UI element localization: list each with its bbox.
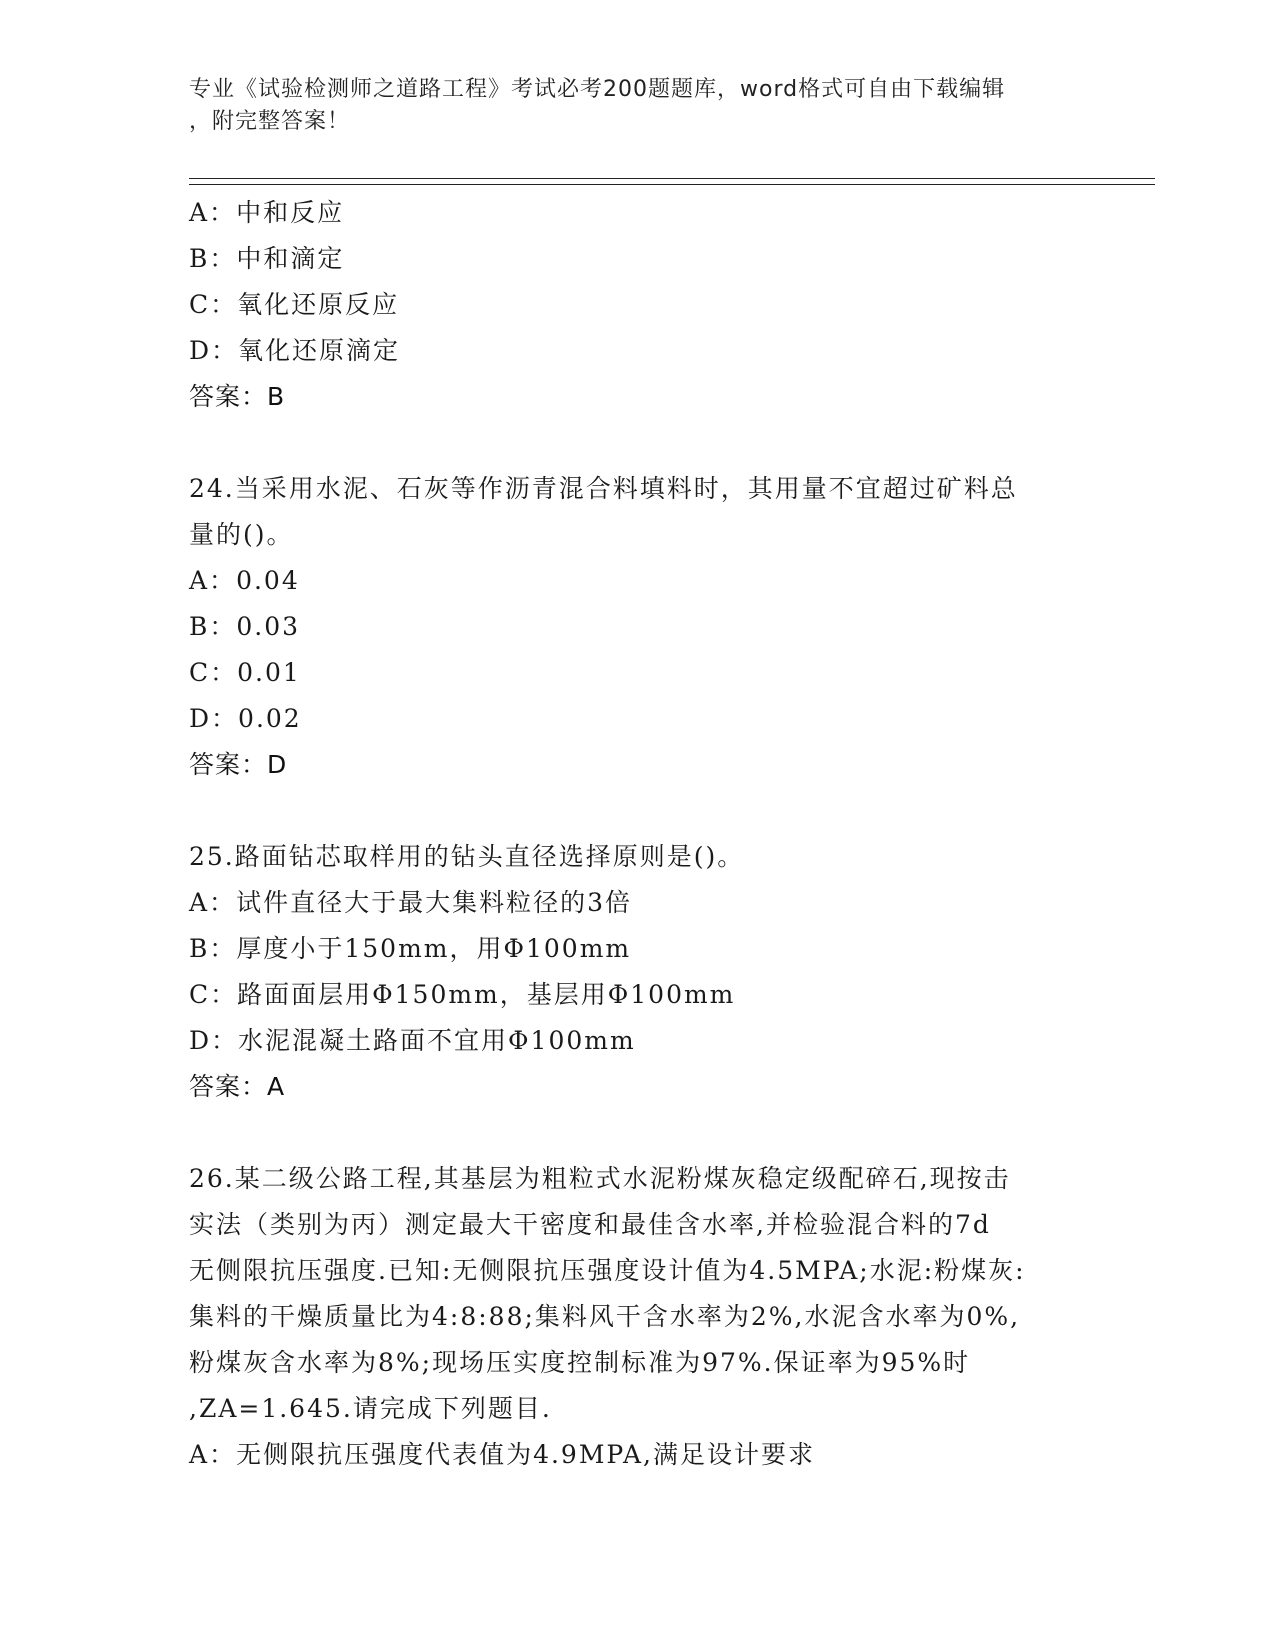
- question-block-25: [189, 834, 1119, 1110]
- document-header: [189, 74, 1089, 138]
- question-block-26: [189, 1156, 1119, 1478]
- question-text-line: 实法（类别为丙）测定最大干密度和最佳含水率,并检验混合料的7d: [189, 1210, 991, 1239]
- answer-line: 答案：D: [189, 750, 288, 779]
- header-line-1: 专业《试验检测师之道路工程》考试必考200题题库，word格式可自由下载编辑: [189, 77, 1006, 102]
- question-text-line: ,ZA=1.645.请完成下列题目.: [189, 1394, 552, 1423]
- option-d: D：水泥混凝土路面不宜用Φ100mm: [189, 1026, 636, 1055]
- option-d: D：氧化还原滴定: [189, 336, 401, 365]
- question-block-23: [189, 190, 1119, 420]
- option-a: A：中和反应: [189, 198, 345, 227]
- header-divider-bottom: [189, 184, 1155, 185]
- header-divider-top: [189, 178, 1155, 179]
- option-c: C：路面面层用Φ150mm，基层用Φ100mm: [189, 980, 736, 1009]
- option-b: B：中和滴定: [189, 244, 345, 273]
- question-text-line: 粉煤灰含水率为8%;现场压实度控制标准为97%.保证率为95%时: [189, 1348, 971, 1377]
- header-line-2: ，附完整答案！: [189, 109, 351, 134]
- spacer: [189, 788, 1119, 834]
- question-text-line: 量的()。: [189, 520, 294, 549]
- option-b: B：0.03: [189, 612, 301, 641]
- question-list: [189, 190, 1119, 1478]
- spacer: [189, 420, 1119, 466]
- answer-line: 答案：B: [189, 382, 286, 411]
- option-a: A：试件直径大于最大集料粒径的3倍: [189, 888, 632, 917]
- question-text-line: 无侧限抗压强度.已知:无侧限抗压强度设计值为4.5MPA;水泥:粉煤灰:: [189, 1256, 1026, 1285]
- option-a: A：无侧限抗压强度代表值为4.9MPA,满足设计要求: [189, 1440, 815, 1469]
- question-block-24: [189, 466, 1119, 788]
- option-c: C：氧化还原反应: [189, 290, 400, 319]
- option-b: B：厚度小于150mm，用Φ100mm: [189, 934, 632, 963]
- question-text-line: 26.某二级公路工程,其基层为粗粒式水泥粉煤灰稳定级配碎石,现按击: [189, 1164, 1011, 1193]
- question-text-line: 24.当采用水泥、石灰等作沥青混合料填料时，其用量不宜超过矿料总: [189, 474, 1018, 503]
- answer-line: 答案：A: [189, 1072, 286, 1101]
- option-d: D：0.02: [189, 704, 302, 733]
- question-text-line: 25.路面钻芯取样用的钻头直径选择原则是()。: [189, 842, 745, 871]
- question-text-line: 集料的干燥质量比为4:8:88;集料风干含水率为2%,水泥含水率为0%,: [189, 1302, 1021, 1331]
- spacer: [189, 1110, 1119, 1156]
- option-c: C：0.01: [189, 658, 301, 687]
- option-a: A：0.04: [189, 566, 300, 595]
